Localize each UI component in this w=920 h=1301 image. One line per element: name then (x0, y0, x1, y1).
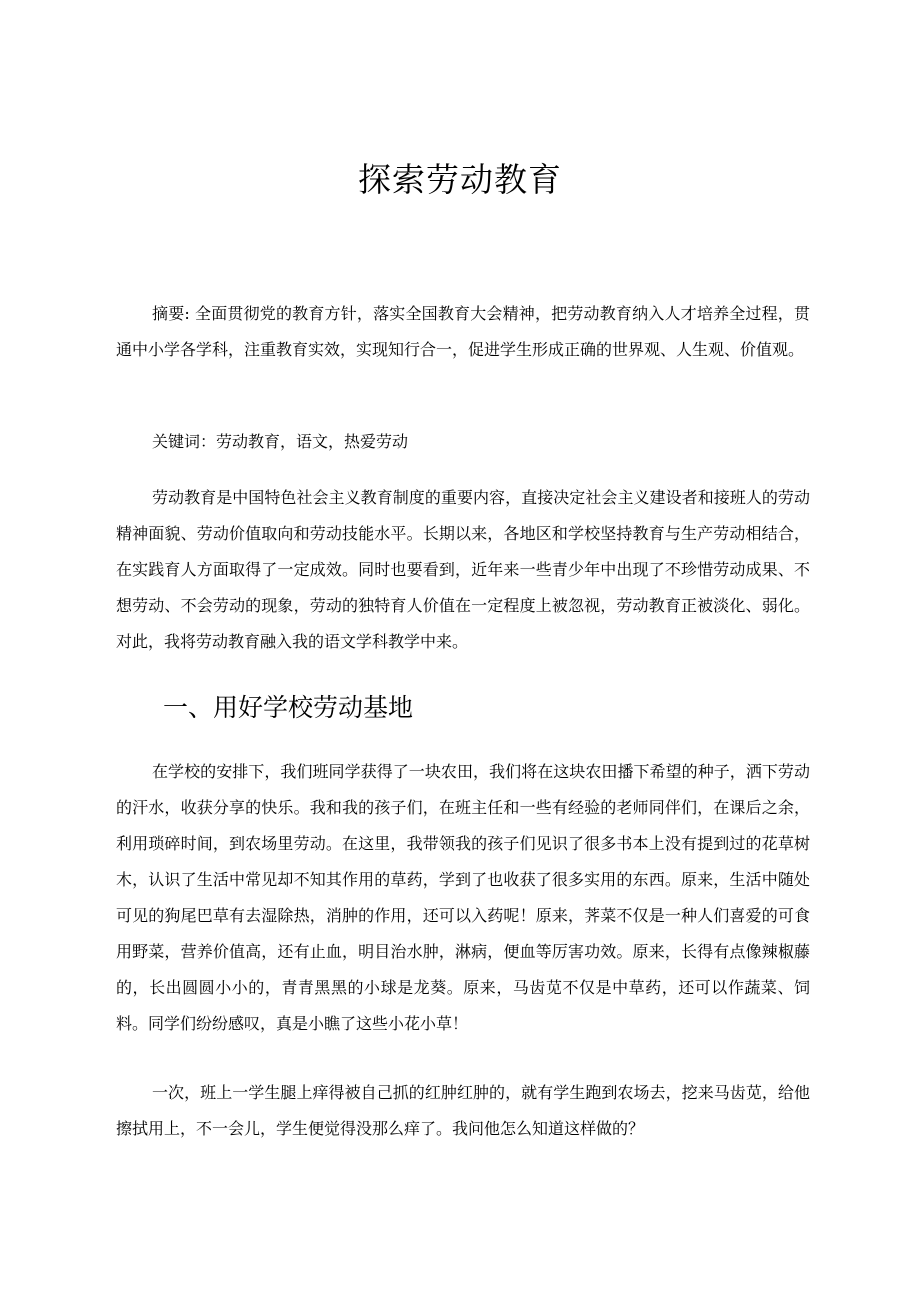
section-paragraph: 一次，班上一学生腿上痒得被自己抓的红肿红肿的，就有学生跑到农场去，挖来马齿苋，给他擦拭用上，不一会儿，学生便觉得没那么痒了。我问他怎么知道这样做的？ (116, 1083, 810, 1138)
abstract-paragraph: 摘要: 全面贯彻党的教育方针，落实全国教育大会精神，把劳动教育纳入人才培养全过程，贯通中小学各学科，注重教育实效，实现知行合一，促进学生形成正确的世界观、人生观、价值观。 (116, 304, 810, 359)
document-title: 探索劳动教育 (358, 160, 562, 199)
section-paragraph: 在学校的安排下，我们班同学获得了一块农田，我们将在这块农田播下希望的种子，洒下劳动的汗水，收获分享的快乐。我和我的孩子们，在班主任和一些有经验的老师同伴们，在课后之余，利用琐碎时间，到农场里劳动。在这里，我带领我的孩子们见识了很多书本上没有提到过的花草树木，认识了生活中常见却不知其作用的草药，学到了也收获了很多实用的东西。原来，生活中随处可见的狗尾巴草有去湿除热，消肿的作用，还可以入药呢！原来，荠菜不仅是一种人们喜爱的可食用野菜，营养价值高，还有止血，明目治水肿，淋病，便血等厉害功效。原来，长得有点像辣椒藤的，长出圆圆小小的，青青黑黑的小球是龙葵。原来，马齿苋不仅是中草药，还可以作蔬菜、饲料。同学们纷纷感叹，真是小瞧了这些小花小草！ (116, 762, 810, 1033)
intro-paragraph: 劳动教育是中国特色社会主义教育制度的重要内容，直接决定社会主义建设者和接班人的劳动精神面貌、劳动价值取向和劳动技能水平。长期以来，各地区和学校坚持教育与生产劳动相结合，在实践育人方面取得了一定成效。同时也要看到，近年来一些青少年中出现了不珍惜劳动成果、不想劳动、不会劳动的现象，劳动的独特育人价值在一定程度上被忽视，劳动教育正被淡化、弱化。对此，我将劳动教育融入我的语文学科教学中来。 (116, 488, 810, 651)
section-heading: 一、用好学校劳动基地 (163, 693, 414, 722)
keywords-paragraph: 关键词：劳动教育，语文，热爱劳动 (152, 432, 409, 451)
